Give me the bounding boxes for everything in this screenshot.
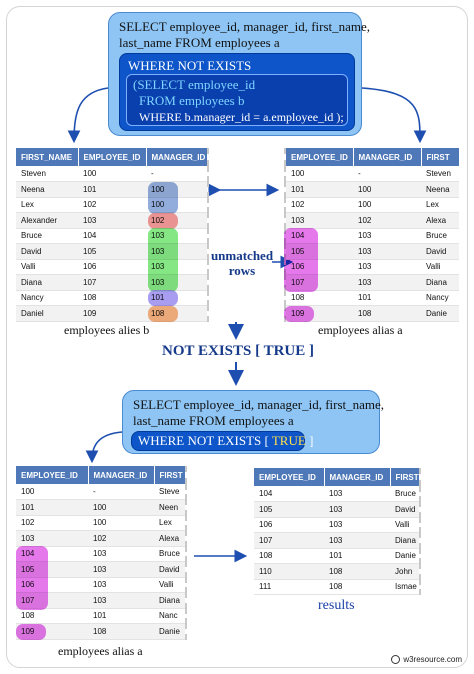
table-cell: 108 <box>353 306 421 322</box>
table-cell: Steve <box>154 484 186 500</box>
bottom-where-true: TRUE <box>271 433 306 448</box>
table-cell: Danie <box>390 548 420 564</box>
table-cell: - <box>88 484 154 500</box>
top-sql-box <box>108 12 371 136</box>
table-row <box>16 197 208 213</box>
subquery-line1: (SELECT employee_id <box>133 77 256 92</box>
table-cell: Valli <box>16 259 78 275</box>
table-cell: 103 <box>324 517 390 533</box>
subquery-line3: WHERE b.manager_id = a.employee_id ); <box>139 110 344 124</box>
table-cell: 103 <box>16 531 88 547</box>
table-cell: Danie <box>421 306 459 322</box>
table-cell: 103 <box>353 259 421 275</box>
subquery-box <box>126 74 348 126</box>
table-a-caption: employees alias a <box>318 323 403 337</box>
table-row <box>16 608 186 624</box>
col-header: FIRST <box>421 148 459 166</box>
table-row <box>16 515 186 531</box>
table-row <box>16 500 186 516</box>
table-cell: 107 <box>254 533 324 549</box>
table-row <box>254 533 420 549</box>
table-cell: Bruce <box>421 228 459 244</box>
table-cell: 108 <box>78 290 146 306</box>
table-cell: Steven <box>16 166 78 182</box>
table-cell: 103 <box>353 244 421 260</box>
table-cell: 101 <box>285 182 353 198</box>
table-cell: 105 <box>78 244 146 260</box>
table-cell: 109 <box>78 306 146 322</box>
table-cell: 106 <box>78 259 146 275</box>
table-cell: 102 <box>353 213 421 229</box>
col-header: EMPLOYEE_ID <box>16 466 88 484</box>
table-cell: Alexa <box>154 531 186 547</box>
table-cell: Diana <box>154 593 186 609</box>
table-cell: Diana <box>421 275 459 291</box>
table-cell: Danie <box>154 624 186 640</box>
table-cell: Neen <box>154 500 186 516</box>
where-not-exists-box <box>119 53 355 131</box>
table-row <box>16 244 208 260</box>
table-row <box>16 531 186 547</box>
table-row <box>16 213 208 229</box>
table-cell: 104 <box>78 228 146 244</box>
table-cell: Nancy <box>421 290 459 306</box>
table-cell: 103 <box>324 502 390 518</box>
unmatched-label-line2: rows <box>228 263 256 278</box>
bottom-where-suffix: ] <box>305 433 314 448</box>
table-row <box>254 517 420 533</box>
table-cell: Lex <box>421 197 459 213</box>
table-row <box>16 259 208 275</box>
table-row <box>16 484 186 500</box>
table-cell: 108 <box>254 548 324 564</box>
table-cell: - <box>353 166 421 182</box>
employees-b-table <box>16 148 209 322</box>
table-cell: Valli <box>390 517 420 533</box>
table-row <box>285 166 459 182</box>
col-header: MANAGER_ID <box>146 148 208 166</box>
table-cell: 101 <box>88 608 154 624</box>
table-row <box>254 486 420 502</box>
table-cell: 103 <box>88 546 154 562</box>
table-cell: Alexa <box>421 213 459 229</box>
table-a2-caption: employees alias a <box>58 644 143 658</box>
table-cell: 100 <box>78 166 146 182</box>
col-header: FIRST <box>154 466 186 484</box>
table-row <box>16 228 208 244</box>
table-cell: 110 <box>254 564 324 580</box>
table-cell: 100 <box>88 515 154 531</box>
table-row <box>16 182 208 198</box>
table-cell: 103 <box>324 486 390 502</box>
table-cell: 102 <box>285 197 353 213</box>
table-row <box>16 306 208 322</box>
highlight-unmatched <box>284 306 314 322</box>
table-cell: 100 <box>88 500 154 516</box>
table-cell: 106 <box>254 517 324 533</box>
table-cell: 103 <box>88 562 154 578</box>
table-cell: 101 <box>353 290 421 306</box>
highlight-blue <box>148 182 178 214</box>
table-row <box>16 166 208 182</box>
table-cell: Daniel <box>16 306 78 322</box>
col-header: MANAGER_ID <box>88 466 154 484</box>
table-cell: 100 <box>285 166 353 182</box>
table-cell: 103 <box>324 533 390 549</box>
table-cell: Nancy <box>16 290 78 306</box>
bottom-where-box <box>131 431 314 451</box>
highlight-red <box>148 213 178 229</box>
unmatched-rows-label <box>206 248 278 278</box>
col-header: MANAGER_ID <box>324 468 390 486</box>
table-cell: 108 <box>324 579 390 595</box>
table-row <box>285 197 459 213</box>
logo-text: w3resource.com <box>403 654 462 664</box>
table-cell: Valli <box>154 577 186 593</box>
table-cell: Bruce <box>16 228 78 244</box>
table-cell: Nanc <box>154 608 186 624</box>
w3resource-logo <box>391 655 462 664</box>
table-row <box>285 213 459 229</box>
unmatched-label-line1: unmatched <box>210 248 274 263</box>
table-cell: Diana <box>390 533 420 549</box>
table-cell: Lex <box>16 197 78 213</box>
table-cell: David <box>390 502 420 518</box>
table-cell: Bruce <box>154 546 186 562</box>
table-cell: David <box>421 244 459 260</box>
highlight-green <box>148 228 178 292</box>
col-header: EMPLOYEE_ID <box>285 148 353 166</box>
bottom-where-text <box>138 433 313 449</box>
bottom-sql-box <box>122 390 385 454</box>
table-cell: 101 <box>324 548 390 564</box>
table-cell: Neena <box>421 182 459 198</box>
results-caption: results <box>318 598 355 613</box>
table-cell: David <box>154 562 186 578</box>
highlight-unmatched <box>16 624 46 640</box>
table-cell: Bruce <box>390 486 420 502</box>
table-row <box>254 579 420 595</box>
logo-circle-icon <box>391 655 400 664</box>
table-row <box>285 182 459 198</box>
bottom-where-prefix: WHERE NOT EXISTS [ <box>138 433 272 448</box>
top-sql-line1: SELECT employee_id, manager_id, first_name, <box>119 19 371 34</box>
table-cell: 108 <box>16 608 88 624</box>
table-cell: Lex <box>154 515 186 531</box>
col-header: MANAGER_ID <box>353 148 421 166</box>
subquery-line2: FROM employees b <box>139 93 245 108</box>
table-cell: Valli <box>421 259 459 275</box>
table-cell: Steven <box>421 166 459 182</box>
table-cell: 104 <box>254 486 324 502</box>
not-exists-true-label: NOT EXISTS [ TRUE ] <box>162 343 314 359</box>
table-row <box>16 275 208 291</box>
table-cell: 108 <box>285 290 353 306</box>
col-header: EMPLOYEE_ID <box>78 148 146 166</box>
table-cell: 101 <box>78 182 146 198</box>
table-cell: Ismae <box>390 579 420 595</box>
table-row <box>254 564 420 580</box>
highlight-purple <box>148 290 178 306</box>
results-table <box>254 468 421 595</box>
table-b-caption: employees alies b <box>64 323 150 337</box>
where-not-exists-text: WHERE NOT EXISTS <box>128 58 252 73</box>
table-cell: 102 <box>88 531 154 547</box>
table-cell: 103 <box>78 213 146 229</box>
table-row <box>254 502 420 518</box>
table-cell: 100 <box>353 182 421 198</box>
table-cell: 105 <box>254 502 324 518</box>
table-row <box>16 290 208 306</box>
table-cell: 107 <box>78 275 146 291</box>
highlight-orange <box>148 306 178 322</box>
table-cell: Diana <box>16 275 78 291</box>
table-cell: Neena <box>16 182 78 198</box>
table-cell: 108 <box>324 564 390 580</box>
col-header: EMPLOYEE_ID <box>254 468 324 486</box>
table-cell: 102 <box>78 197 146 213</box>
bottom-sql-line1: SELECT employee_id, manager_id, first_name, <box>133 397 385 412</box>
bottom-sql-line2: last_name FROM employees a <box>133 413 294 428</box>
table-cell: David <box>16 244 78 260</box>
table-row <box>254 548 420 564</box>
table-cell: 108 <box>88 624 154 640</box>
table-cell: John <box>390 564 420 580</box>
table-cell: 103 <box>353 275 421 291</box>
highlight-unmatched <box>284 228 318 292</box>
table-cell: 103 <box>88 577 154 593</box>
top-sql-line2: last_name FROM employees a <box>119 35 280 50</box>
col-header: FIRST_NAME <box>16 148 78 166</box>
highlight-unmatched <box>16 546 48 610</box>
table-cell: 100 <box>353 197 421 213</box>
table-cell: 111 <box>254 579 324 595</box>
table-cell: Alexander <box>16 213 78 229</box>
col-header: FIRST <box>390 468 420 486</box>
table-cell: 103 <box>285 213 353 229</box>
table-cell: 103 <box>353 228 421 244</box>
table-row <box>285 290 459 306</box>
table-cell: 101 <box>16 500 88 516</box>
table-cell: - <box>146 166 208 182</box>
table-cell: 103 <box>88 593 154 609</box>
table-cell: 102 <box>16 515 88 531</box>
table-cell: 100 <box>16 484 88 500</box>
